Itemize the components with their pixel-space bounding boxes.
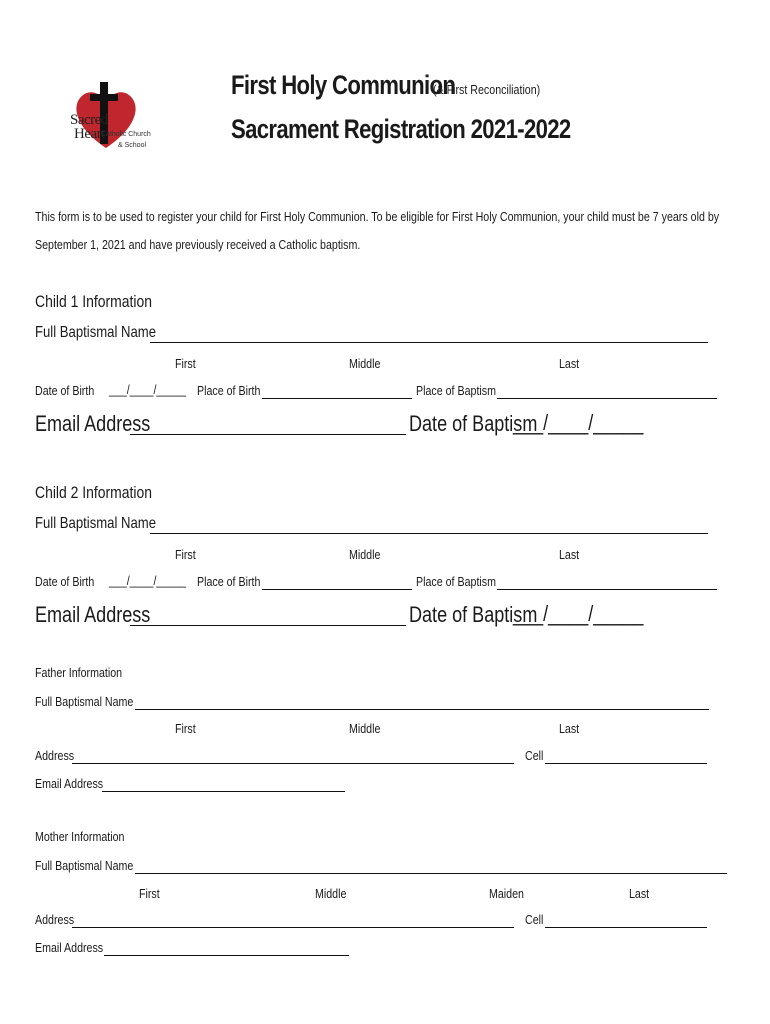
- child2-last-label: Last: [559, 547, 580, 562]
- mother-first-label: First: [139, 886, 160, 901]
- intro-line-2: September 1, 2021 and have previously received a Catholic baptism.: [35, 237, 361, 252]
- child1-email-field[interactable]: [130, 434, 406, 435]
- father-full-name-label: Full Baptismal Name: [35, 694, 134, 709]
- child1-baptism-date-field[interactable]: ___/____/_____: [513, 410, 644, 435]
- mother-address-label: Address: [35, 912, 75, 927]
- child1-dob-label: Date of Birth: [35, 383, 95, 398]
- father-middle-label: Middle: [349, 721, 381, 736]
- mother-email-field[interactable]: [104, 955, 349, 956]
- child2-pob-field[interactable]: [262, 589, 412, 590]
- child1-full-name-field[interactable]: [150, 342, 708, 343]
- page-title-sub: (& First Reconciliation): [433, 82, 541, 97]
- father-email-field[interactable]: [102, 791, 345, 792]
- child2-heading: Child 2 Information: [35, 483, 153, 502]
- father-last-label: Last: [559, 721, 580, 736]
- child2-dob-label: Date of Birth: [35, 574, 95, 589]
- father-full-name-field[interactable]: [135, 709, 709, 710]
- child1-place-baptism-field[interactable]: [497, 398, 717, 399]
- child1-heading: Child 1 Information: [35, 292, 153, 311]
- father-email-label: Email Address: [35, 776, 104, 791]
- child2-email-label: Email Address: [35, 602, 151, 627]
- intro-line-1: This form is to be used to register your child for First Holy Communion. To be eligible for First Holy Communion, your child must be 7 years old by: [35, 209, 720, 224]
- logo-line-1: Sacred: [70, 112, 108, 128]
- father-heading: Father Information: [35, 665, 123, 680]
- child1-middle-label: Middle: [349, 356, 381, 371]
- child1-dob-field[interactable]: ___/____/_____: [109, 382, 187, 397]
- logo-line-3: Catholic Church: [101, 131, 151, 138]
- mother-cell-label: Cell: [525, 912, 544, 927]
- child2-baptism-date-label: Date of Baptism: [409, 602, 538, 627]
- mother-cell-field[interactable]: [545, 927, 707, 928]
- child1-pob-field[interactable]: [262, 398, 412, 399]
- mother-email-label: Email Address: [35, 940, 104, 955]
- mother-maiden-label: Maiden: [489, 886, 524, 901]
- child2-pob-label: Place of Birth: [197, 574, 261, 589]
- page-title: First Holy Communion: [231, 70, 456, 100]
- mother-full-name-field[interactable]: [135, 873, 727, 874]
- child1-first-label: First: [175, 356, 196, 371]
- father-cell-field[interactable]: [545, 763, 707, 764]
- child1-place-baptism-label: Place of Baptism: [416, 383, 496, 398]
- child1-pob-label: Place of Birth: [197, 383, 261, 398]
- father-cell-label: Cell: [525, 748, 544, 763]
- father-address-label: Address: [35, 748, 75, 763]
- mother-heading: Mother Information: [35, 829, 125, 844]
- mother-full-name-label: Full Baptismal Name: [35, 858, 134, 873]
- child1-email-label: Email Address: [35, 411, 151, 436]
- logo-line-4: & School: [118, 142, 147, 149]
- mother-middle-label: Middle: [315, 886, 347, 901]
- child2-dob-field[interactable]: ___/____/_____: [109, 573, 187, 588]
- child2-baptism-date-field[interactable]: ___/____/_____: [513, 601, 644, 626]
- child2-email-field[interactable]: [130, 625, 406, 626]
- mother-address-field[interactable]: [72, 927, 514, 928]
- mother-last-label: Last: [629, 886, 650, 901]
- child2-middle-label: Middle: [349, 547, 381, 562]
- father-address-field[interactable]: [72, 763, 514, 764]
- child1-baptism-date-label: Date of Baptism: [409, 411, 538, 436]
- child1-full-name-label: Full Baptismal Name: [35, 324, 157, 341]
- child2-first-label: First: [175, 547, 196, 562]
- child1-last-label: Last: [559, 356, 580, 371]
- child2-place-baptism-label: Place of Baptism: [416, 574, 496, 589]
- logo-line-2: Heart: [74, 126, 105, 142]
- child2-full-name-field[interactable]: [150, 533, 708, 534]
- page-subtitle: Sacrament Registration 2021-2022: [231, 114, 571, 144]
- child2-full-name-label: Full Baptismal Name: [35, 515, 157, 532]
- father-first-label: First: [175, 721, 196, 736]
- child2-place-baptism-field[interactable]: [497, 589, 717, 590]
